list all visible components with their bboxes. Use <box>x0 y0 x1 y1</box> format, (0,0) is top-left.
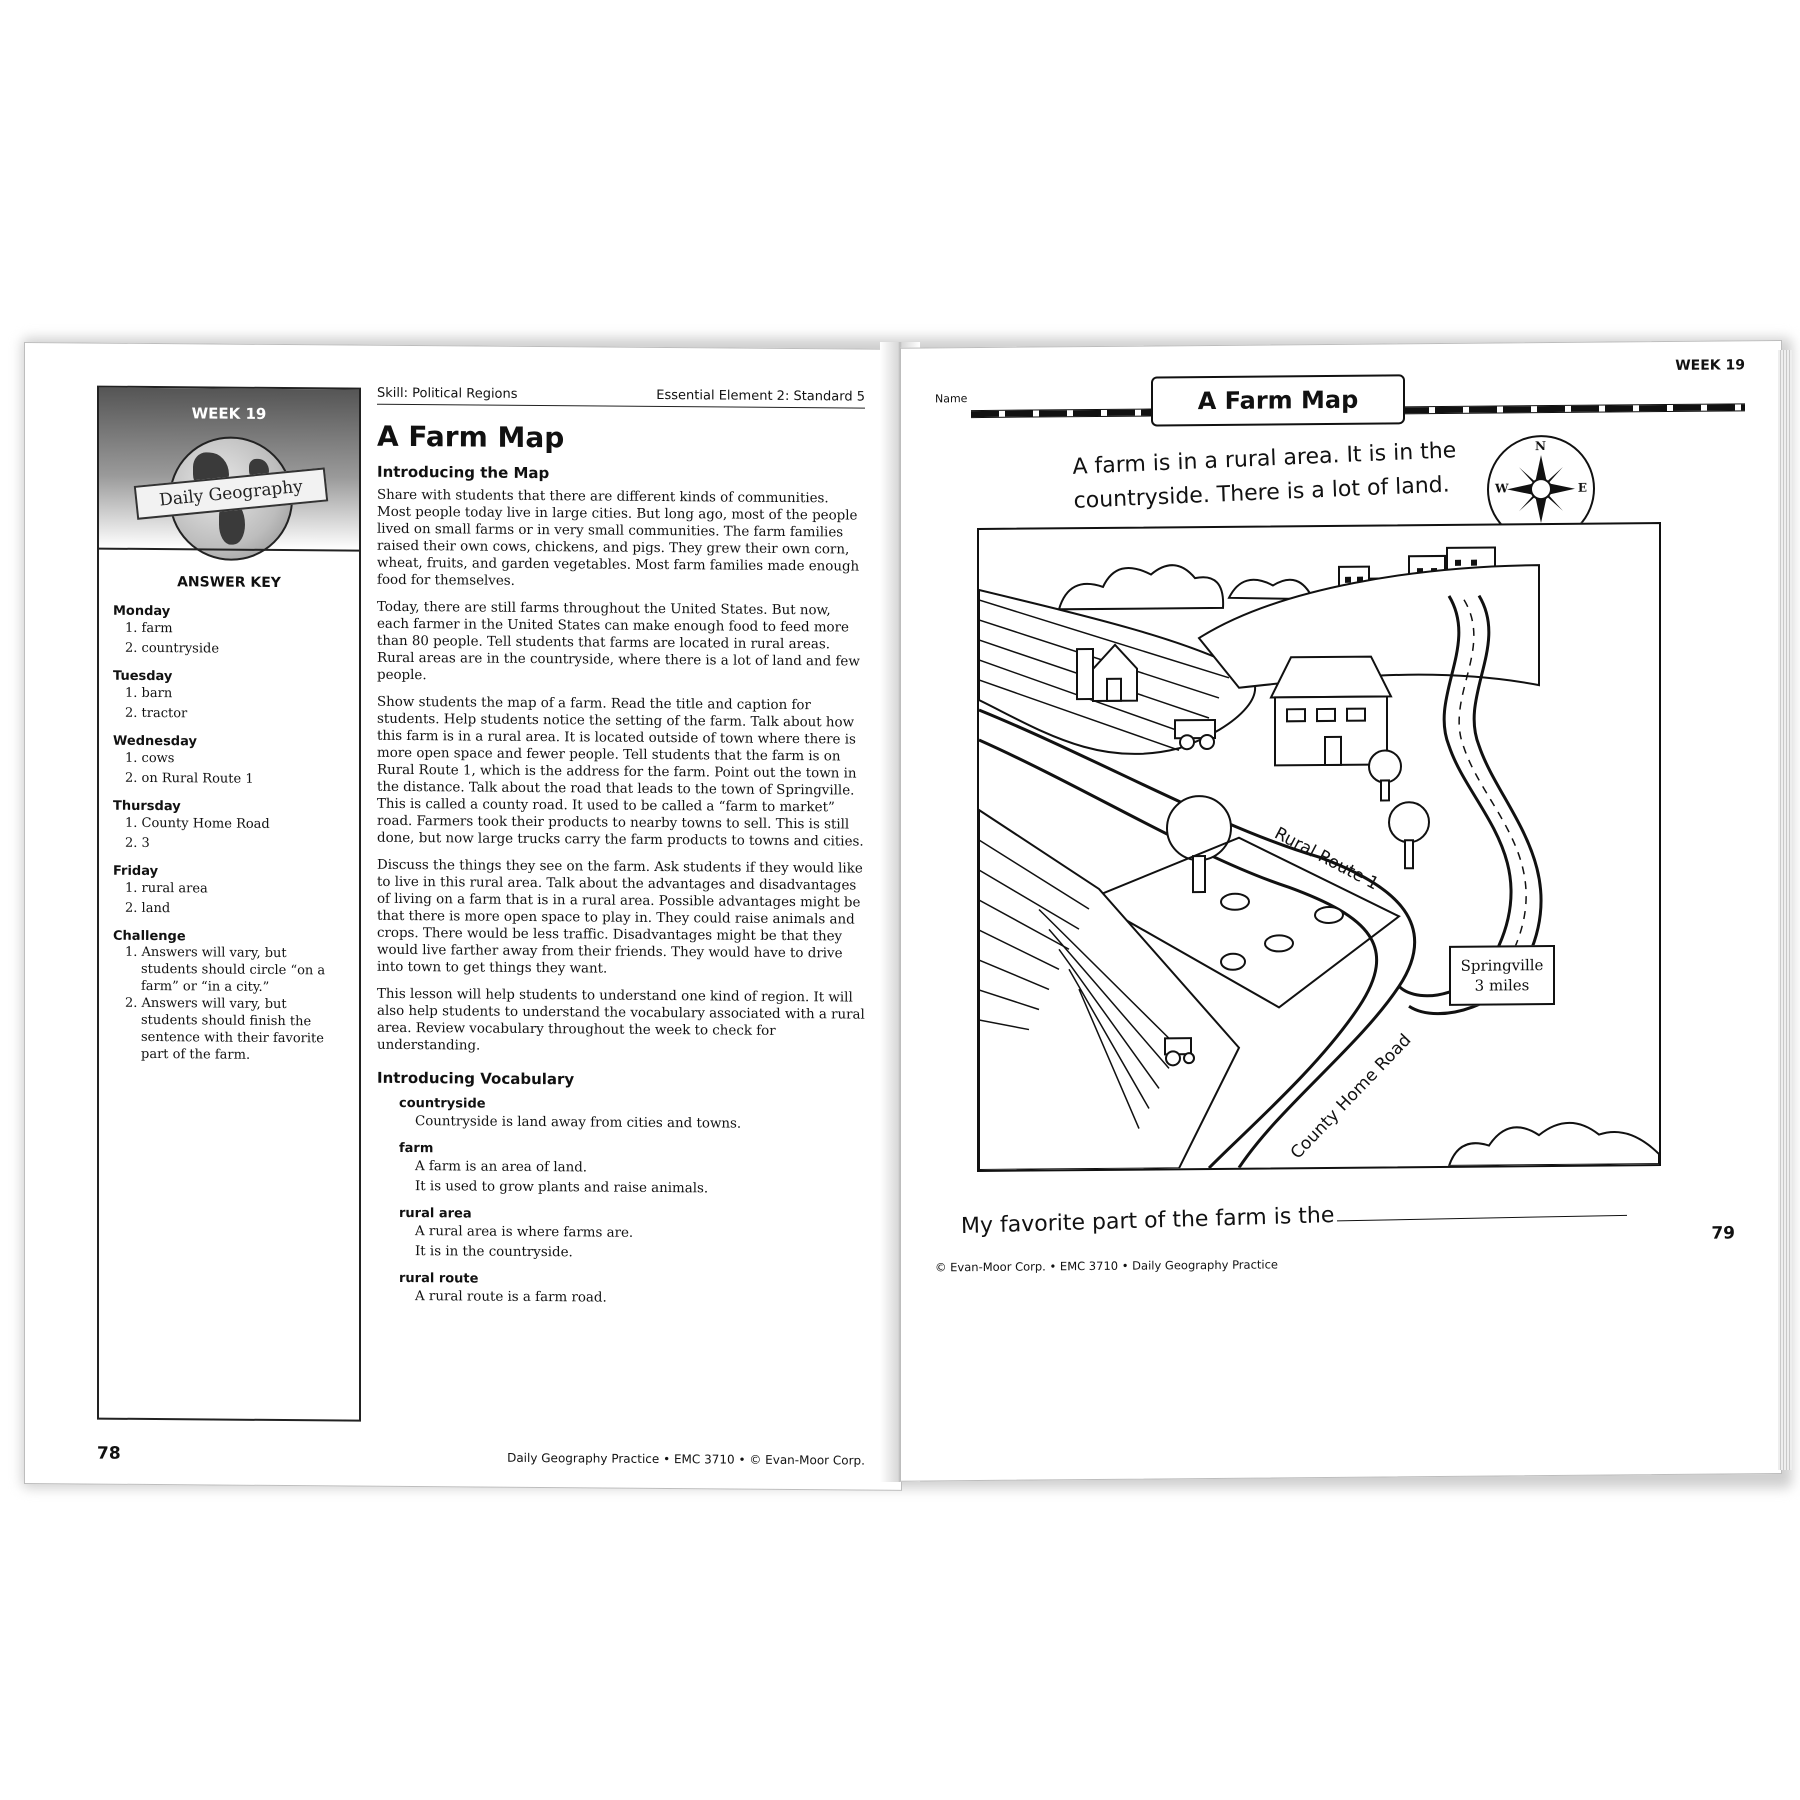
springville-sign <box>1449 945 1555 1006</box>
lesson-paragraph: Discuss the things they see on the farm. Ask students if they would like to live in this rural area. Talk about the advantages and disadvantages of living on a farm that is in a rural area. Possible advantages might be that there is more open space to play in. They could raise animals and crops. There would be less traffic. Disadvantages might be that they would live farther away from their friends. They would have to drive into town to get things they want. <box>377 857 863 977</box>
answer-key-sidebar <box>97 386 361 1422</box>
vocab-definition: Countryside is land away from cities and towns. <box>415 1114 742 1132</box>
title-rule-right <box>1401 403 1745 414</box>
bushes <box>1449 1122 1659 1166</box>
page-footer: Daily Geography Practice • EMC 3710 • © Evan-Moor Corp. <box>507 1450 865 1468</box>
lesson-paragraph: Show students the map of a farm. Read the title and caption for students. Help students notice the setting of the farm. Talk about how this farm is in a rural area. It is located outside of town where there is more open space and fewer people. Tell students that the farm is on Rural Route 1, which is the address for the farm. Point out the town in the distance. Talk about the road that leads to the town of Springville. This is called a county road. It used to be called a “farm to market” road. Farmers took their products to nearby towns to sell. This is still done, but now large trucks carry the farm products to towns and cities. <box>377 694 864 850</box>
left-page <box>24 342 902 1491</box>
page-number: 78 <box>97 1443 121 1464</box>
answer-day-monday <box>113 604 345 661</box>
vocab-term: farm <box>399 1140 434 1157</box>
answer-item: 1. barn <box>125 685 173 702</box>
day-label: Friday <box>113 863 159 880</box>
day-label: Wednesday <box>113 733 197 750</box>
sidebar-week-label: WEEK 19 <box>191 404 267 423</box>
farm-map-illustration <box>977 522 1661 1172</box>
lesson-title: A Farm Map <box>377 419 565 455</box>
vocab-definition: A rural route is a farm road. <box>415 1289 607 1306</box>
lesson-paragraph: Share with students that there are different kinds of communities. Most people today live in large cities. But long ago, most of the people lived on small farms or in very small communities. The farm families raised their own cows, chickens, and pigs. They grew their own corn, wheat, fruits, and garden vegetables. Most farm families made enough food for themselves. <box>377 487 860 589</box>
worksheet-title: A Farm Map <box>1151 374 1405 426</box>
day-label: Thursday <box>113 798 181 815</box>
caption-line: A farm is in a rural area. It is in the <box>1072 438 1457 480</box>
vocab-definition: A farm is an area of land. <box>415 1159 588 1176</box>
week-label: WEEK 19 <box>1675 357 1745 374</box>
vocab-term: rural area <box>399 1205 472 1222</box>
tractor-icon <box>1175 720 1215 749</box>
answer-item: 2. countryside <box>125 640 220 657</box>
county-road-label: County Home Road <box>1286 1030 1416 1164</box>
apple-tree-icon <box>1369 750 1429 869</box>
answer-day-thursday <box>113 799 345 856</box>
lesson-paragraph: This lesson will help students to understand one kind of region. It will also help students to understand the vocabulary associated with a rural area. Review vocabulary throughout the week to check for understanding. <box>377 986 865 1054</box>
lesson-header <box>377 386 865 409</box>
day-label: Challenge <box>113 928 186 945</box>
answer-day-tuesday <box>113 669 345 726</box>
sidebar-header <box>99 388 359 550</box>
answer-day-friday <box>113 864 345 921</box>
title-rule-left <box>971 409 1151 419</box>
vocab-term: rural route <box>399 1270 479 1287</box>
answer-key-title: ANSWER KEY <box>177 574 281 592</box>
vocab-definition: A rural area is where farms are. <box>415 1224 634 1241</box>
answer-day-challenge <box>113 929 345 1065</box>
lesson-body <box>377 464 865 1311</box>
compass-west: W <box>1495 481 1509 496</box>
cloud-icon <box>1059 565 1223 610</box>
answer-item: 2. Answers will vary, but students should finish the sentence with their favorite part of the farm. <box>125 995 324 1063</box>
standard-label: Essential Element 2: Standard 5 <box>656 387 865 405</box>
answer-item: 2. 3 <box>125 835 150 851</box>
answer-key-box <box>99 548 359 1420</box>
lesson-paragraph: Today, there are still farms throughout the United States. But now, each farmer in the United States can make enough food to feed more than 80 people. Tell students that farms are located in rural areas. Rural areas are in the countryside, where there is a lot of land and few people. <box>377 599 860 684</box>
day-label: Monday <box>113 603 171 620</box>
vocab-definition: It is used to grow plants and raise animals. <box>415 1179 709 1197</box>
answer-item: 2. on Rural Route 1 <box>125 770 254 787</box>
answer-day-wednesday <box>113 734 345 791</box>
page-footer: © Evan-Moor Corp. • EMC 3710 • Daily Geography Practice <box>935 1257 1279 1275</box>
map-caption <box>1072 432 1514 519</box>
farmhouse-icon <box>1271 656 1391 765</box>
vocab-list <box>399 1095 865 1311</box>
page-edges <box>1778 350 1792 1470</box>
vocab-definition: It is in the countryside. <box>415 1244 573 1261</box>
favorite-prompt: My favorite part of the farm is the <box>960 1203 1335 1240</box>
right-page <box>900 340 1782 1482</box>
vocab-heading: Introducing Vocabulary <box>377 1068 575 1089</box>
answer-item: 2. tractor <box>125 705 188 722</box>
page-number: 79 <box>1711 1223 1735 1244</box>
vocab-term: countryside <box>399 1095 486 1112</box>
caption-line: countryside. There is a lot of land. <box>1073 472 1451 514</box>
compass-east: E <box>1577 480 1587 495</box>
name-label: Name <box>935 392 968 406</box>
daily-geography-banner: Daily Geography <box>134 467 329 519</box>
skill-label: Skill: Political Regions <box>377 385 518 402</box>
answer-item: 1. Answers will vary, but students should circle “on a farm” or “in a city.” <box>125 944 326 995</box>
answer-item: 2. land <box>125 900 171 917</box>
answer-item: 1. rural area <box>125 880 208 897</box>
sign-town: Springville <box>1460 956 1544 975</box>
answer-item: 1. farm <box>125 620 173 637</box>
intro-heading: Introducing the Map <box>377 462 550 483</box>
rural-route-label: Rural Route 1 <box>1271 823 1382 895</box>
field-tractor-icon <box>1165 1038 1194 1065</box>
answer-item: 1. cows <box>125 750 175 767</box>
answer-item: 1. County Home Road <box>125 815 270 832</box>
answer-line[interactable] <box>1337 1215 1627 1222</box>
sign-distance: 3 miles <box>1474 976 1530 995</box>
compass-north: N <box>1535 439 1546 454</box>
cow-icon <box>1221 893 1343 970</box>
day-label: Tuesday <box>113 668 173 685</box>
